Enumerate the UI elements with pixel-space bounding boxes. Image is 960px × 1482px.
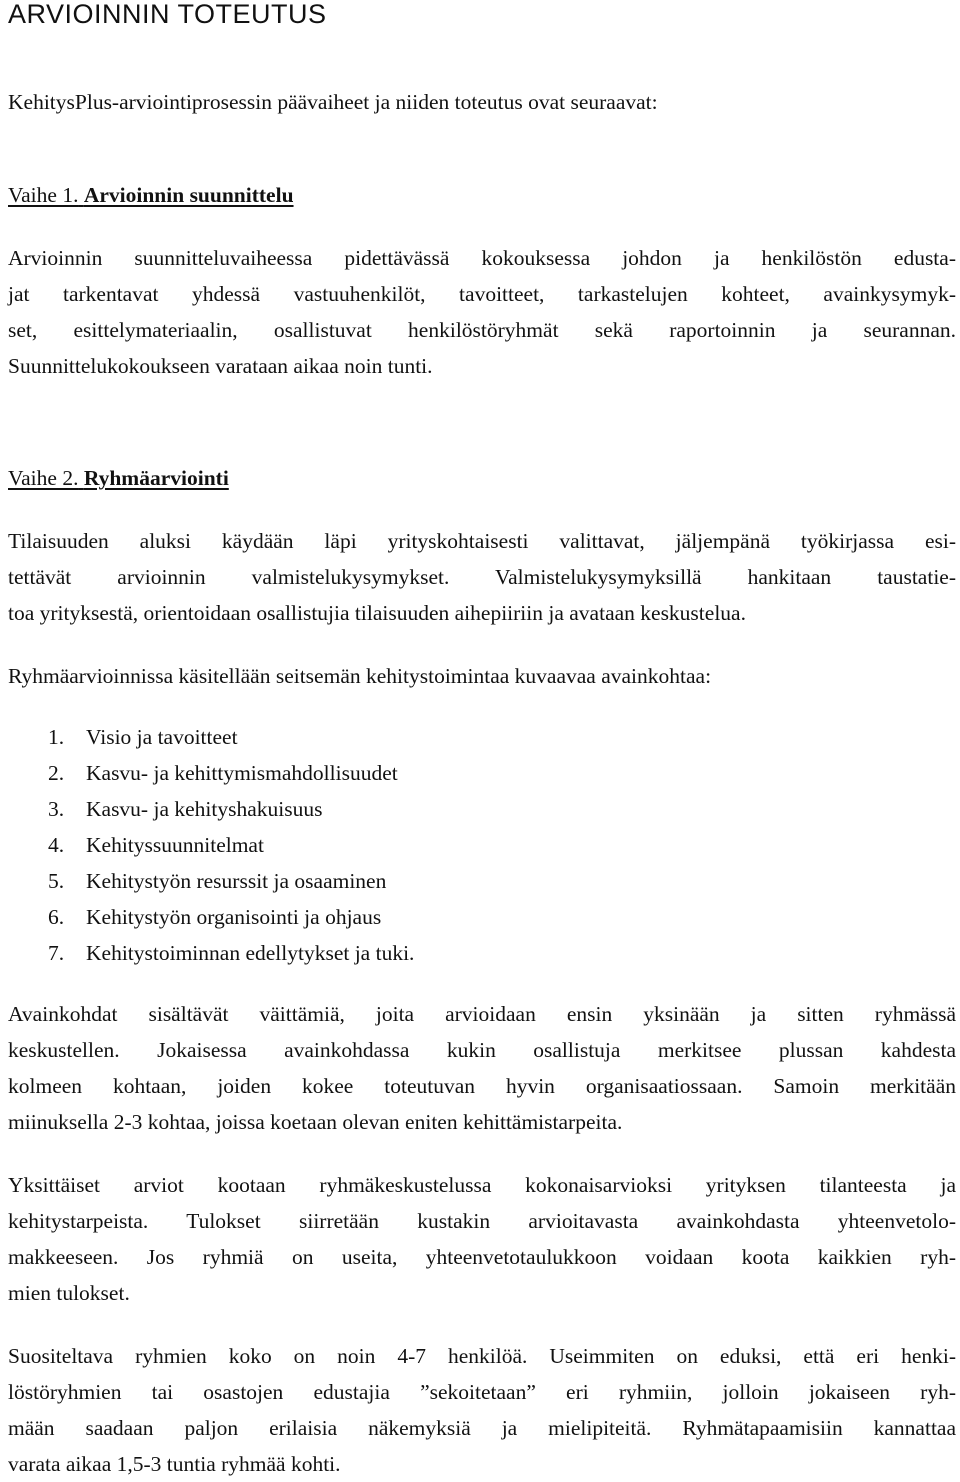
phase2-p4-line: mien tulokset. [8,1281,130,1305]
phase2-p4-line: kehitystarpeista. Tulokset siirretään kustakin arvioitavasta avainkohdasta yhteenvetolo- [8,1209,956,1233]
phase2-p3-line: Avainkohdat sisältävät väittämiä, joita arvioidaan ensin yksinään ja sitten ryhmässä [8,1002,956,1026]
phase1-line: Arvioinnin suunnitteluvaiheessa pidettävässä kokouksessa johdon ja henkilöstön edusta- [8,246,956,270]
list-item [8,935,414,971]
phase1-paragraph [8,240,956,384]
list-item-number: 7. [48,941,65,965]
list-item-number: 1. [48,725,65,749]
key-points-list [8,719,414,971]
phase1-name: Arvioinnin suunnittelu [83,183,294,207]
list-item [8,863,414,899]
list-item-number: 4. [48,833,65,857]
phase2-p5-line: varata aikaa 1,5-3 tuntia ryhmää kohti. [8,1452,341,1476]
phase2-p5-line: Suositeltava ryhmien koko on noin 4-7 henkilöä. Useimmiten on eduksi, että eri henki- [8,1344,956,1368]
phase2-p3-line: miinuksella 2-3 kohtaa, joissa koetaan olevan eniten kehittämistarpeita. [8,1110,623,1134]
phase2-paragraph-4 [8,1167,956,1311]
list-item [8,719,414,755]
list-item-text: Kasvu- ja kehityshakuisuus [86,797,323,821]
phase2-p1-line: toa yrityksestä, orientoidaan osallistujia tilaisuuden aihepiiriin ja avataan keskustelua. [8,601,746,625]
phase2-paragraph-3 [8,996,956,1140]
phase2-p4-line: makkeeseen. Jos ryhmiä on useita, yhteenvetotaulukkoon voidaan koota kaikkien ryh- [8,1245,956,1269]
phase2-p4-line: Yksittäiset arviot kootaan ryhmäkeskustelussa kokonaisarvioksi yrityksen tilanteesta ja [8,1173,956,1197]
phase1-line: Suunnittelukokoukseen varataan aikaa noin tunti. [8,354,433,378]
list-item [8,899,414,935]
list-item-text: Kehityssuunnitelmat [86,833,264,857]
list-item [8,791,414,827]
list-item-number: 3. [48,797,65,821]
phase2-heading [8,460,956,496]
phase2-p1-line: tettävät arvioinnin valmistelukysymykset. Valmistelukysymyksillä hankitaan taustatie- [8,565,956,589]
list-item-number: 5. [48,869,65,893]
intro-text: KehitysPlus-arviointiprosessin päävaiheet ja niiden toteutus ovat seuraavat: [8,90,658,114]
list-item-number: 6. [48,905,65,929]
list-item-text: Kasvu- ja kehittymismahdollisuudet [86,761,398,785]
list-item-number: 2. [48,761,65,785]
phase2-p1-line: Tilaisuuden aluksi käydään läpi yrityskohtaisesti valittavat, jäljempänä työkirjassa esi- [8,529,956,553]
phase1-heading [8,177,956,213]
phase2-p5-line: löstöryhmien tai osastojen edustajia ”sekoitetaan” eri ryhmiin, jolloin jokaiseen ryh- [8,1380,956,1404]
phase1-label: Vaihe 1. [8,183,79,207]
phase2-paragraph-1 [8,523,956,631]
list-item-text: Kehitystyön organisointi ja ohjaus [86,905,382,929]
list-item [8,827,414,863]
phase2-name: Ryhmäarviointi [83,466,229,490]
phase1-line: set, esittelymateriaalin, osallistuvat henkilöstöryhmät sekä raportoinnin ja seurannan. [8,318,956,342]
phase2-p3-line: keskustellen. Jokaisessa avainkohdassa kukin osallistuja merkitsee plussan kahdesta [8,1038,956,1062]
phase2-paragraph-5 [8,1338,956,1482]
page-title: ARVIOINNIN TOTEUTUS [8,0,327,29]
list-item-text: Kehitystyön resurssit ja osaaminen [86,869,387,893]
phase2-p3-line: kolmeen kohtaan, joiden kokee toteutuvan hyvin organisaatiossaan. Samoin merkitään [8,1074,956,1098]
phase2-paragraph-2: Ryhmäarvioinnissa käsitellään seitsemän kehitystoimintaa kuvaavaa avainkohtaa: [8,664,712,688]
list-item-text: Visio ja tavoitteet [86,725,238,749]
phase2-label: Vaihe 2. [8,466,79,490]
list-item-text: Kehitystoiminnan edellytykset ja tuki. [86,941,415,965]
list-item [8,755,414,791]
phase1-line: jat tarkentavat yhdessä vastuuhenkilöt, tavoitteet, tarkastelujen kohteet, avainkysymyk- [8,282,956,306]
phase2-p5-line: mään saadaan paljon erilaisia näkemyksiä ja mielipiteitä. Ryhmätapaamisiin kannattaa [8,1416,956,1440]
